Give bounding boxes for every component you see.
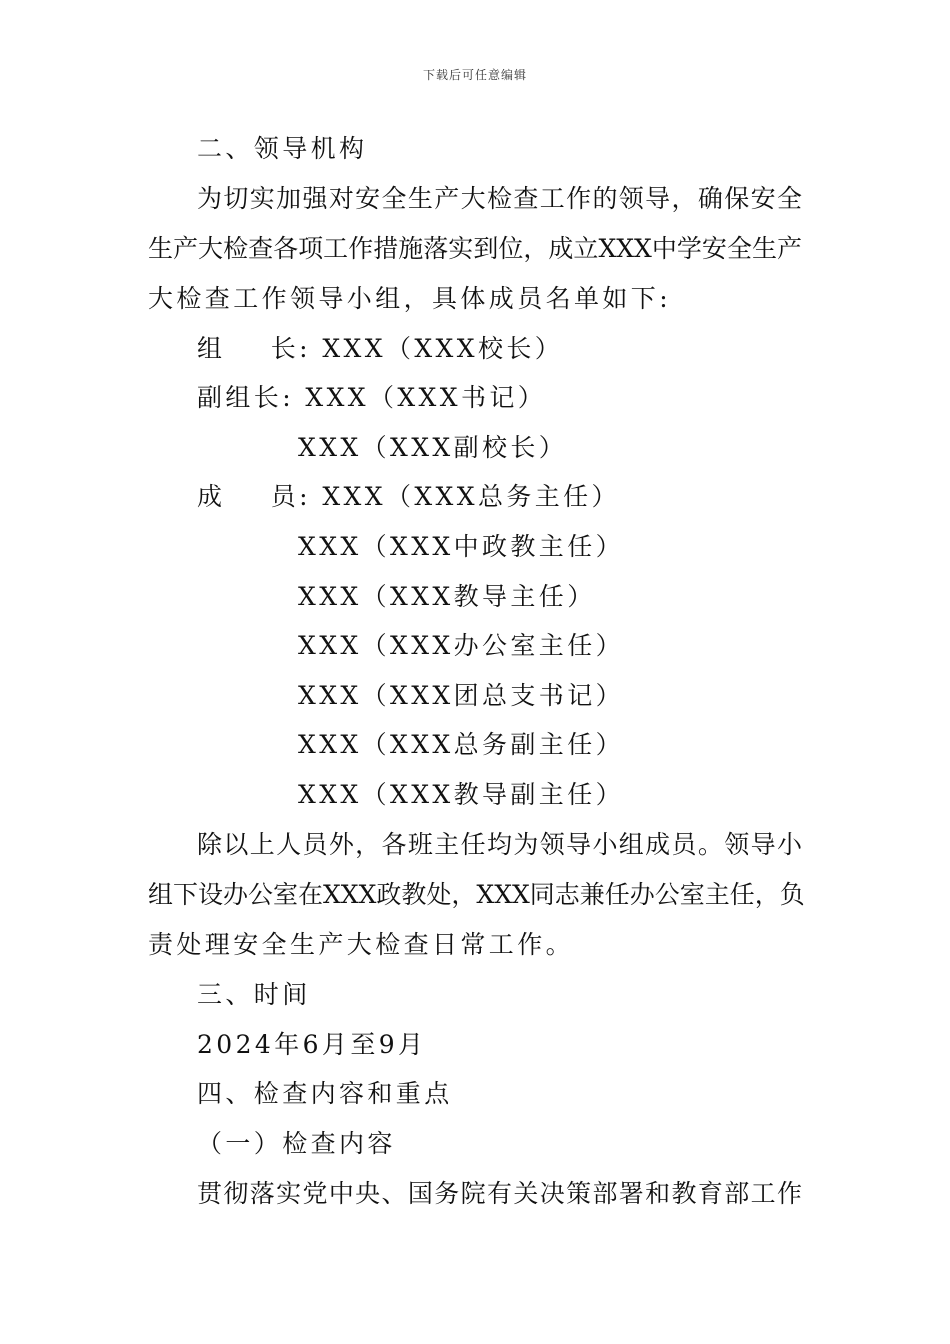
- paragraph-line: 组下设办公室在XXX政教处，XXX同志兼任办公室主任，负: [148, 880, 805, 909]
- paragraph-line: 为切实加强对安全生产大检查工作的领导，确保安全: [197, 184, 802, 213]
- vice-leader: 副组长: XXX（XXX书记）: [197, 383, 547, 412]
- paragraph-line: 生产大检查各项工作措施落实到位，成立XXX中学安全生产: [148, 234, 802, 263]
- section-heading-leadership: 二、领导机构: [197, 134, 368, 163]
- section-heading-time: 三、时间: [197, 980, 311, 1009]
- subsection-heading: （一）检查内容: [197, 1129, 396, 1158]
- member: XXX（XXX办公室主任）: [298, 631, 624, 660]
- section-heading-inspection: 四、检查内容和重点: [197, 1079, 453, 1108]
- member: XXX（XXX总务副主任）: [298, 730, 624, 759]
- paragraph-line: 责处理安全生产大检查日常工作。: [148, 930, 575, 959]
- date-range: 2024年6月至9月: [197, 1030, 427, 1059]
- vice-leader: XXX（XXX副校长）: [298, 433, 568, 462]
- member: XXX（XXX教导副主任）: [298, 780, 624, 809]
- paragraph-line: 贯彻落实党中央、国务院有关决策部署和教育部工作: [197, 1179, 802, 1208]
- team-leader: 组 长: XXX（XXX校长）: [197, 334, 564, 363]
- page-header: 下载后可任意编辑: [422, 68, 527, 82]
- member: XXX（XXX中政教主任）: [298, 532, 624, 561]
- member: 成 员: XXX（XXX总务主任）: [197, 482, 620, 511]
- paragraph-line: 除以上人员外，各班主任均为领导小组成员。领导小: [197, 830, 802, 859]
- member: XXX（XXX团总支书记）: [298, 681, 624, 710]
- member: XXX（XXX教导主任）: [298, 582, 596, 611]
- paragraph-line: 大检查工作领导小组，具体成员名单如下:: [148, 284, 672, 313]
